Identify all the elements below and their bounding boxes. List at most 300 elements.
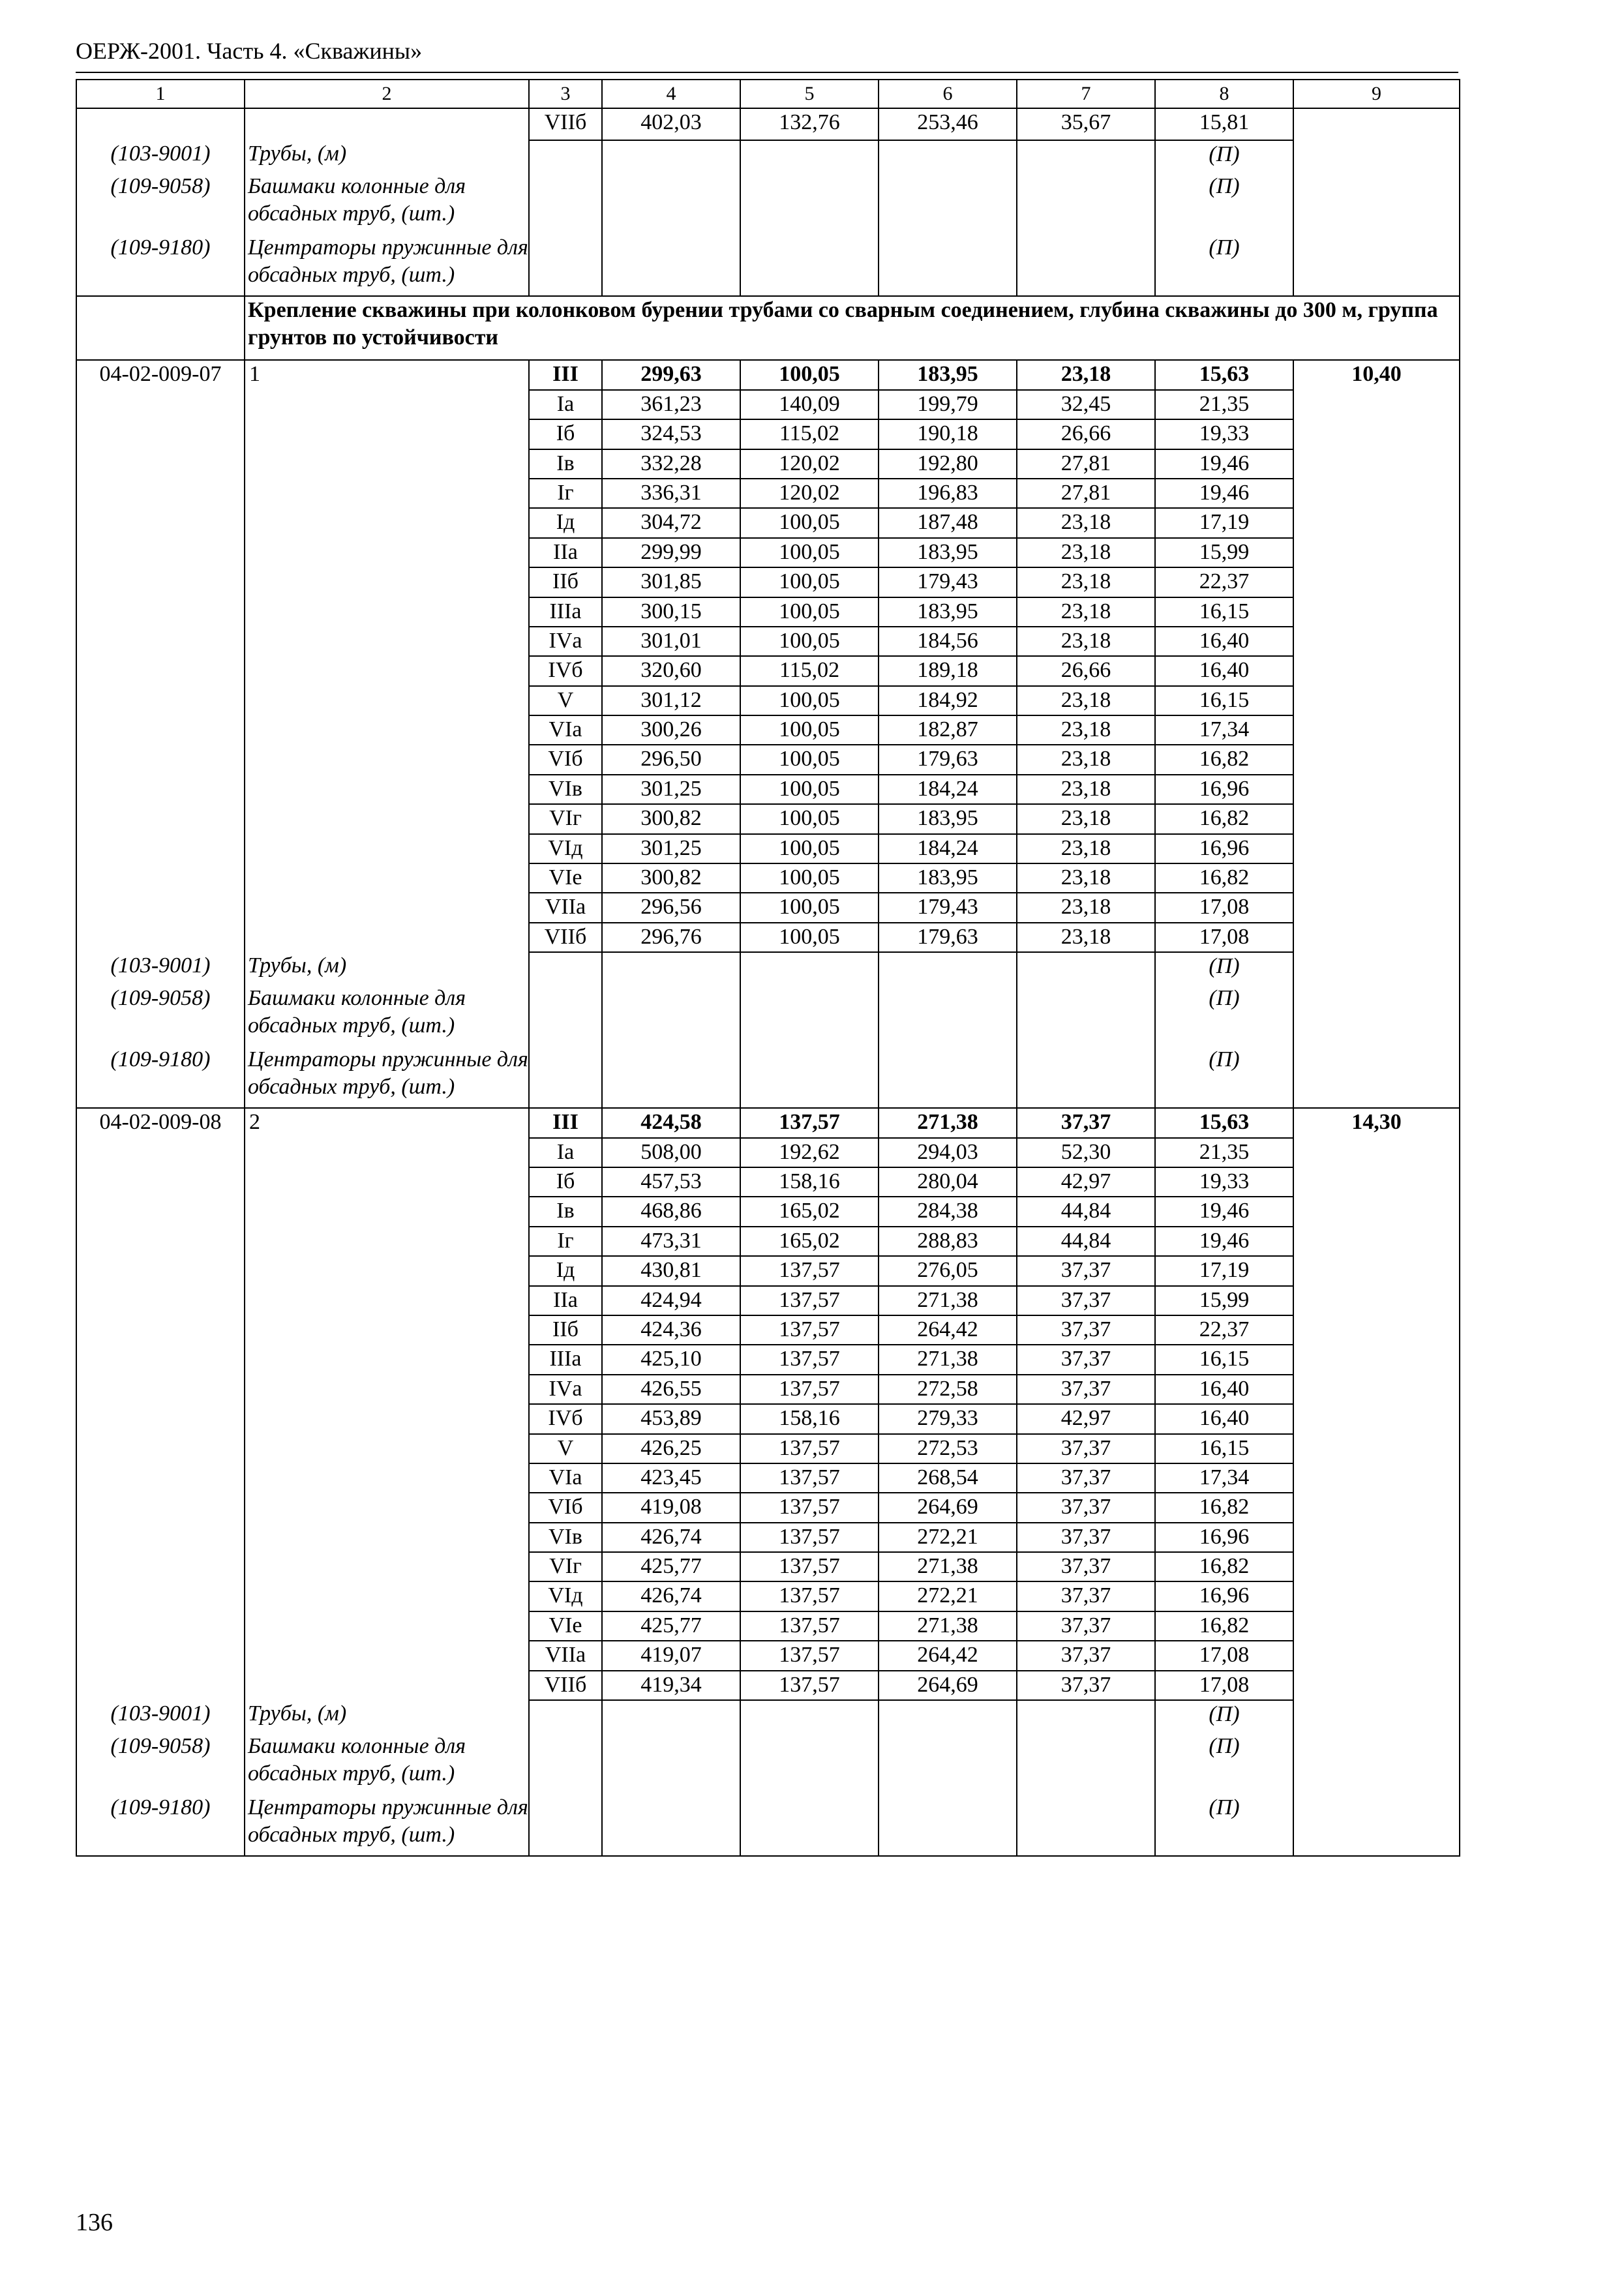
table-row [76, 1611, 1460, 1641]
empty-cell [245, 1227, 529, 1256]
empty-cell [245, 1611, 529, 1641]
resource-mark: (П) [1155, 173, 1293, 234]
value-cell: 100,05 [740, 863, 879, 893]
empty-cell [529, 1794, 602, 1856]
value-cell: 15,63 [1155, 1108, 1293, 1137]
empty-cell [76, 449, 245, 479]
table-row [76, 1552, 1460, 1581]
value-cell: 279,33 [879, 1404, 1017, 1433]
value-cell: 19,46 [1155, 1197, 1293, 1226]
empty-cell [76, 1671, 245, 1700]
table-row [76, 923, 1460, 952]
soil-group-cell: Iб [529, 1167, 602, 1197]
value-cell: 100,05 [740, 508, 879, 537]
resource-row [76, 1794, 1460, 1856]
empty-cell [245, 627, 529, 656]
resource-name: Трубы, (м) [245, 952, 529, 985]
value-cell: 402,03 [602, 108, 740, 140]
value-cell: 271,38 [879, 1552, 1017, 1581]
empty-cell [1017, 952, 1155, 985]
empty-cell [245, 1404, 529, 1433]
empty-cell [740, 173, 879, 234]
empty-cell [1017, 1046, 1155, 1108]
soil-group-cell: III [529, 1108, 602, 1137]
empty-cell [529, 1733, 602, 1794]
resource-mark: (П) [1155, 1700, 1293, 1733]
value-cell: 22,37 [1155, 567, 1293, 597]
value-cell: 272,58 [879, 1375, 1017, 1404]
value-cell: 425,77 [602, 1552, 740, 1581]
resource-row [76, 173, 1460, 234]
soil-group-cell: V [529, 686, 602, 715]
value-cell: 426,55 [602, 1375, 740, 1404]
group-heading: Крепление скважины при колонковом бурении трубами со сварным соединением, глубина скважины до 300 м, группа грунтов по устойчивости [245, 296, 1460, 360]
empty-cell [76, 508, 245, 537]
value-cell: 37,37 [1017, 1108, 1155, 1137]
soil-group-cell: V [529, 1434, 602, 1463]
value-cell: 23,18 [1017, 775, 1155, 804]
value-cell: 120,02 [740, 479, 879, 508]
value-cell: 304,72 [602, 508, 740, 537]
table-row [76, 1463, 1460, 1493]
soil-group-cell: IVа [529, 1375, 602, 1404]
rate-code: 04-02-009-08 [76, 1108, 245, 1137]
empty-cell [740, 140, 879, 173]
table-row [76, 108, 1460, 140]
resource-code: (109-9058) [76, 985, 245, 1046]
empty-cell [1017, 1794, 1155, 1856]
empty-cell [76, 1375, 245, 1404]
value-cell: 19,33 [1155, 1167, 1293, 1197]
resource-row [76, 1700, 1460, 1733]
empty-cell [602, 1700, 740, 1733]
table-row [76, 508, 1460, 537]
value-cell: 23,18 [1017, 627, 1155, 656]
empty-cell [245, 1375, 529, 1404]
value-cell: 15,99 [1155, 1286, 1293, 1315]
table-row [76, 1434, 1460, 1463]
value-cell: 301,85 [602, 567, 740, 597]
resource-row [76, 234, 1460, 296]
value-cell: 272,21 [879, 1581, 1017, 1611]
value-cell: 508,00 [602, 1138, 740, 1167]
empty-cell [879, 140, 1017, 173]
empty-cell [76, 1315, 245, 1345]
value-cell: 183,95 [879, 538, 1017, 567]
value-cell: 19,33 [1155, 419, 1293, 449]
empty-cell [245, 1197, 529, 1226]
empty-cell [245, 108, 529, 140]
value-cell: 23,18 [1017, 923, 1155, 952]
resource-code: (109-9180) [76, 1046, 245, 1108]
value-cell: 100,05 [740, 597, 879, 627]
value-cell: 23,18 [1017, 686, 1155, 715]
value-cell: 137,57 [740, 1108, 879, 1137]
empty-cell [740, 234, 879, 296]
empty-cell [245, 1552, 529, 1581]
table-row [76, 1256, 1460, 1285]
value-cell: 26,66 [1017, 656, 1155, 685]
col9-value: 14,30 [1293, 1108, 1460, 1856]
value-cell: 179,43 [879, 567, 1017, 597]
empty-cell [245, 1463, 529, 1493]
empty-cell [76, 656, 245, 685]
empty-cell [245, 863, 529, 893]
value-cell: 425,77 [602, 1611, 740, 1641]
soil-group-cell: VIв [529, 775, 602, 804]
value-cell: 184,24 [879, 775, 1017, 804]
empty-cell [245, 1434, 529, 1463]
table-row [76, 1286, 1460, 1315]
value-cell: 23,18 [1017, 804, 1155, 833]
empty-cell [76, 538, 245, 567]
table-row [76, 775, 1460, 804]
value-cell: 37,37 [1017, 1493, 1155, 1522]
soil-group-cell: Iб [529, 419, 602, 449]
value-cell: 44,84 [1017, 1197, 1155, 1226]
table-row [76, 1315, 1460, 1345]
value-cell: 158,16 [740, 1167, 879, 1197]
value-cell: 27,81 [1017, 449, 1155, 479]
value-cell: 300,82 [602, 863, 740, 893]
empty-cell [245, 834, 529, 863]
page-header-title: ОЕРЖ-2001. Часть 4. «Скважины» [76, 38, 423, 64]
table-row [76, 597, 1460, 627]
empty-cell [76, 745, 245, 774]
value-cell: 137,57 [740, 1611, 879, 1641]
value-cell: 276,05 [879, 1256, 1017, 1285]
value-cell: 100,05 [740, 627, 879, 656]
empty-cell [740, 1046, 879, 1108]
empty-cell [245, 715, 529, 745]
value-cell: 324,53 [602, 419, 740, 449]
soil-group-cell: IVб [529, 1404, 602, 1433]
empty-cell [529, 234, 602, 296]
value-cell: 271,38 [879, 1611, 1017, 1641]
value-cell: 44,84 [1017, 1227, 1155, 1256]
soil-group-cell: VIIб [529, 108, 602, 140]
value-cell: 183,95 [879, 597, 1017, 627]
table-row [76, 1671, 1460, 1700]
value-cell: 183,95 [879, 863, 1017, 893]
empty-cell [602, 985, 740, 1046]
empty-cell [76, 1523, 245, 1552]
value-cell: 184,24 [879, 834, 1017, 863]
value-cell: 37,37 [1017, 1315, 1155, 1345]
empty-cell [76, 775, 245, 804]
table-row [76, 1375, 1460, 1404]
empty-cell [245, 1315, 529, 1345]
empty-cell [76, 923, 245, 952]
value-cell: 271,38 [879, 1286, 1017, 1315]
value-cell: 19,46 [1155, 449, 1293, 479]
table-row [76, 686, 1460, 715]
value-cell: 16,82 [1155, 804, 1293, 833]
table-row [76, 567, 1460, 597]
empty-cell [76, 567, 245, 597]
value-cell: 23,18 [1017, 715, 1155, 745]
value-cell: 423,45 [602, 1463, 740, 1493]
value-cell: 16,82 [1155, 863, 1293, 893]
empty-cell [76, 1256, 245, 1285]
value-cell: 23,18 [1017, 863, 1155, 893]
value-cell: 183,95 [879, 804, 1017, 833]
value-cell: 16,15 [1155, 597, 1293, 627]
soil-group-cell: VIе [529, 1611, 602, 1641]
value-cell: 320,60 [602, 656, 740, 685]
value-cell: 16,82 [1155, 1552, 1293, 1581]
resource-mark: (П) [1155, 1794, 1293, 1856]
column-number: 2 [245, 80, 529, 108]
value-cell: 272,21 [879, 1523, 1017, 1552]
value-cell: 453,89 [602, 1404, 740, 1433]
empty-cell [76, 1286, 245, 1315]
resource-code: (109-9058) [76, 173, 245, 234]
value-cell: 21,35 [1155, 390, 1293, 419]
value-cell: 196,83 [879, 479, 1017, 508]
soil-group-cell: IIа [529, 538, 602, 567]
value-cell: 32,45 [1017, 390, 1155, 419]
value-cell: 100,05 [740, 893, 879, 922]
table-row [76, 1167, 1460, 1197]
empty-cell [602, 173, 740, 234]
resource-code: (109-9180) [76, 1794, 245, 1856]
empty-cell [529, 985, 602, 1046]
value-cell: 419,08 [602, 1493, 740, 1522]
table-row [76, 479, 1460, 508]
table-row [76, 449, 1460, 479]
empty-cell [602, 234, 740, 296]
value-cell: 120,02 [740, 449, 879, 479]
value-cell: 23,18 [1017, 834, 1155, 863]
soil-group-cell: Iв [529, 449, 602, 479]
rates-table [76, 79, 1460, 1857]
soil-group-cell: III [529, 360, 602, 389]
resource-row [76, 1046, 1460, 1108]
empty-cell [245, 1641, 529, 1670]
resource-row [76, 952, 1460, 985]
value-cell: 15,63 [1155, 360, 1293, 389]
column-number: 8 [1155, 80, 1293, 108]
value-cell: 165,02 [740, 1197, 879, 1226]
soil-group-cell: VIIб [529, 923, 602, 952]
value-cell: 23,18 [1017, 508, 1155, 537]
resource-name: Центраторы пружинные для обсадных труб, (шт.) [245, 234, 529, 296]
value-cell: 16,40 [1155, 1375, 1293, 1404]
value-cell: 272,53 [879, 1434, 1017, 1463]
value-cell: 27,81 [1017, 479, 1155, 508]
value-cell: 37,37 [1017, 1523, 1155, 1552]
value-cell: 16,82 [1155, 1611, 1293, 1641]
header-rule [76, 72, 1458, 73]
resource-name: Башмаки колонные для обсадных труб, (шт.) [245, 1733, 529, 1794]
soil-group-cell: IIIа [529, 597, 602, 627]
empty-cell [76, 1345, 245, 1374]
soil-group-cell: VIа [529, 715, 602, 745]
empty-cell [879, 985, 1017, 1046]
soil-group-cell: VIб [529, 745, 602, 774]
value-cell: 189,18 [879, 656, 1017, 685]
value-cell: 137,57 [740, 1434, 879, 1463]
table-row [76, 715, 1460, 745]
value-cell: 184,92 [879, 686, 1017, 715]
soil-group-cell: VIв [529, 1523, 602, 1552]
empty-cell [76, 804, 245, 833]
value-cell: 137,57 [740, 1315, 879, 1345]
value-cell: 332,28 [602, 449, 740, 479]
value-cell: 137,57 [740, 1286, 879, 1315]
resource-row [76, 140, 1460, 173]
value-cell: 17,19 [1155, 1256, 1293, 1285]
value-cell: 16,96 [1155, 834, 1293, 863]
value-cell: 253,46 [879, 108, 1017, 140]
resource-mark: (П) [1155, 952, 1293, 985]
value-cell: 137,57 [740, 1463, 879, 1493]
value-cell: 301,25 [602, 775, 740, 804]
value-cell: 100,05 [740, 360, 879, 389]
value-cell: 16,40 [1155, 1404, 1293, 1433]
empty-cell [76, 834, 245, 863]
table-row [76, 627, 1460, 656]
empty-cell [76, 1227, 245, 1256]
empty-cell [245, 656, 529, 685]
table-row [76, 1138, 1460, 1167]
value-cell: 425,10 [602, 1345, 740, 1374]
empty-cell [245, 508, 529, 537]
column-number: 4 [602, 80, 740, 108]
soil-group-cell: VIIа [529, 1641, 602, 1670]
value-cell: 37,37 [1017, 1375, 1155, 1404]
value-cell: 300,15 [602, 597, 740, 627]
soil-group-cell: VIIа [529, 893, 602, 922]
value-cell: 264,69 [879, 1493, 1017, 1522]
empty-cell [76, 1611, 245, 1641]
empty-cell [1293, 108, 1460, 140]
value-cell: 16,96 [1155, 1581, 1293, 1611]
group-number: 1 [245, 360, 529, 389]
value-cell: 17,08 [1155, 893, 1293, 922]
empty-cell [76, 1493, 245, 1522]
empty-cell [76, 1167, 245, 1197]
value-cell: 430,81 [602, 1256, 740, 1285]
empty-cell [245, 1345, 529, 1374]
table-row [76, 538, 1460, 567]
value-cell: 17,08 [1155, 1671, 1293, 1700]
value-cell: 137,57 [740, 1581, 879, 1611]
value-cell: 264,42 [879, 1641, 1017, 1670]
value-cell: 23,18 [1017, 567, 1155, 597]
value-cell: 137,57 [740, 1641, 879, 1670]
empty-cell [76, 1138, 245, 1167]
soil-group-cell: VIг [529, 804, 602, 833]
soil-group-cell: VIб [529, 1493, 602, 1522]
value-cell: 264,42 [879, 1315, 1017, 1345]
empty-cell [1017, 1700, 1155, 1733]
resource-name: Центраторы пружинные для обсадных труб, (шт.) [245, 1794, 529, 1856]
value-cell: 37,37 [1017, 1671, 1155, 1700]
empty-cell [76, 1552, 245, 1581]
soil-group-cell: Iг [529, 479, 602, 508]
table-row [76, 360, 1460, 389]
empty-cell [1017, 985, 1155, 1046]
soil-group-cell: VIа [529, 1463, 602, 1493]
value-cell: 336,31 [602, 479, 740, 508]
value-cell: 37,37 [1017, 1581, 1155, 1611]
table-row [76, 1493, 1460, 1522]
value-cell: 37,37 [1017, 1552, 1155, 1581]
value-cell: 468,86 [602, 1197, 740, 1226]
empty-cell [76, 715, 245, 745]
value-cell: 457,53 [602, 1167, 740, 1197]
empty-cell [602, 140, 740, 173]
value-cell: 37,37 [1017, 1611, 1155, 1641]
empty-cell [1017, 234, 1155, 296]
empty-cell [76, 1404, 245, 1433]
soil-group-cell: VIе [529, 863, 602, 893]
value-cell: 37,37 [1017, 1641, 1155, 1670]
value-cell: 280,04 [879, 1167, 1017, 1197]
empty-cell [76, 419, 245, 449]
value-cell: 426,74 [602, 1523, 740, 1552]
value-cell: 16,96 [1155, 1523, 1293, 1552]
group-heading-row [76, 296, 1460, 360]
value-cell: 37,37 [1017, 1463, 1155, 1493]
empty-cell [245, 923, 529, 952]
value-cell: 23,18 [1017, 597, 1155, 627]
column-number: 1 [76, 80, 245, 108]
empty-cell [76, 1581, 245, 1611]
value-cell: 26,66 [1017, 419, 1155, 449]
col9-value: 10,40 [1293, 360, 1460, 1108]
value-cell: 16,40 [1155, 656, 1293, 685]
empty-cell [245, 538, 529, 567]
value-cell: 17,34 [1155, 715, 1293, 745]
value-cell: 301,25 [602, 834, 740, 863]
empty-cell [76, 863, 245, 893]
empty-cell [245, 686, 529, 715]
value-cell: 199,79 [879, 390, 1017, 419]
value-cell: 192,80 [879, 449, 1017, 479]
resource-name: Башмаки колонные для обсадных труб, (шт.) [245, 173, 529, 234]
value-cell: 23,18 [1017, 538, 1155, 567]
resource-mark: (П) [1155, 234, 1293, 296]
value-cell: 137,57 [740, 1256, 879, 1285]
table-row [76, 1197, 1460, 1226]
empty-cell [76, 893, 245, 922]
empty-cell [245, 1671, 529, 1700]
empty-cell [76, 108, 245, 140]
value-cell: 15,99 [1155, 538, 1293, 567]
value-cell: 100,05 [740, 715, 879, 745]
resource-row [76, 985, 1460, 1046]
empty-cell [76, 479, 245, 508]
empty-cell [879, 1794, 1017, 1856]
column-number: 9 [1293, 80, 1460, 108]
value-cell: 22,37 [1155, 1315, 1293, 1345]
value-cell: 15,81 [1155, 108, 1293, 140]
value-cell: 301,01 [602, 627, 740, 656]
value-cell: 419,07 [602, 1641, 740, 1670]
empty-cell [245, 745, 529, 774]
value-cell: 137,57 [740, 1671, 879, 1700]
value-cell: 37,37 [1017, 1434, 1155, 1463]
value-cell: 16,40 [1155, 627, 1293, 656]
value-cell: 137,57 [740, 1375, 879, 1404]
soil-group-cell: VIд [529, 834, 602, 863]
soil-group-cell: Iа [529, 1138, 602, 1167]
value-cell: 100,05 [740, 745, 879, 774]
empty-cell [245, 567, 529, 597]
